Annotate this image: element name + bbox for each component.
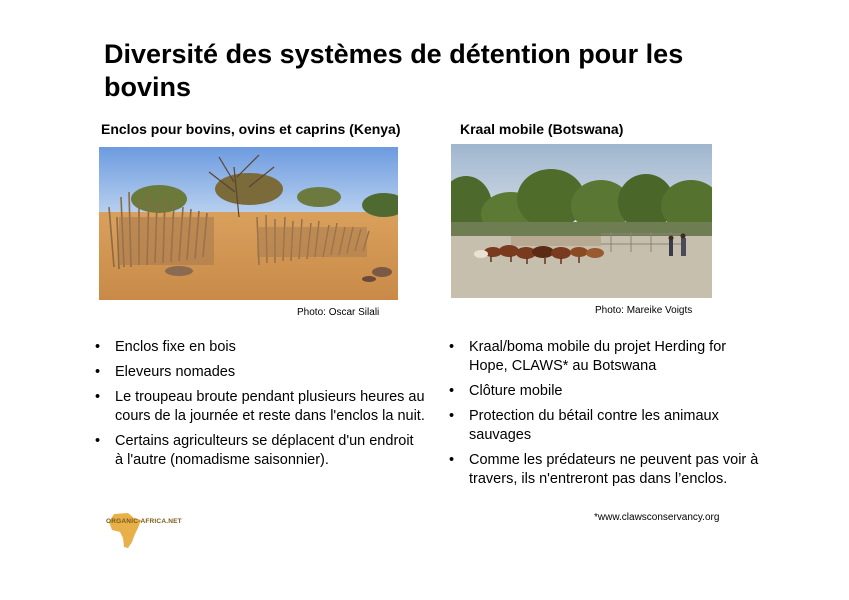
botswana-kraal-photo [451, 144, 712, 298]
list-item: • Clôture mobile [449, 382, 759, 401]
footnote: *www.clawsconservancy.org [594, 512, 720, 523]
list-item: • Kraal/boma mobile du projet Herding for Hope, CLAWS* au Botswana [449, 338, 759, 376]
right-photo-caption: Kraal mobile (Botswana) [460, 121, 624, 137]
list-item: • Le troupeau broute pendant plusieurs heures au cours de la journée et reste dans l'enclos la nuit. [95, 388, 425, 426]
list-item: • Enclos fixe en bois [95, 338, 425, 357]
right-photo-credit: Photo: Mareike Voigts [595, 305, 693, 316]
logo-text: ORGANIC-AFRICA.NET [106, 518, 182, 525]
kenya-enclosure-photo [99, 147, 398, 300]
left-photo-credit: Photo: Oscar Silali [297, 307, 380, 318]
slide-title: Diversité des systèmes de détention pour les bovins [104, 39, 684, 102]
list-item: • Protection du bétail contre les animaux sauvages [449, 407, 759, 445]
organic-africa-logo [104, 512, 194, 550]
left-bullet-list [95, 338, 425, 476]
right-bullet-list [449, 338, 759, 495]
list-item: • Eleveurs nomades [95, 363, 425, 382]
left-photo-caption: Enclos pour bovins, ovins et caprins (Kenya) [101, 121, 401, 137]
list-item: • Comme les prédateurs ne peuvent pas voir à travers, ils n'entreront pas dans l’enclos. [449, 451, 759, 489]
list-item: • Certains agriculteurs se déplacent d'un endroit à l'autre (nomadisme saisonnier). [95, 432, 425, 470]
